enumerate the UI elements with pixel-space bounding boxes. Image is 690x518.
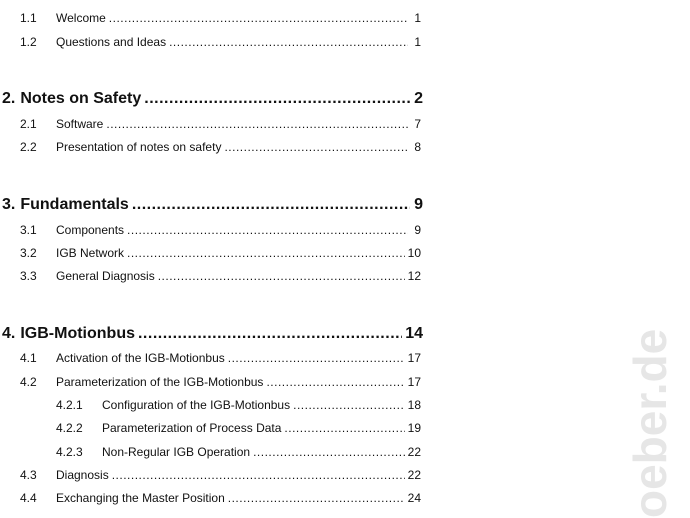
toc-leader-dots	[169, 35, 408, 49]
toc-page-number: 1	[414, 11, 421, 25]
toc-title: Parameterization of the IGB-Motionbus	[56, 375, 264, 389]
toc-page-number: 14	[405, 325, 423, 342]
toc-number: 4.1	[20, 351, 37, 365]
toc-title: General Diagnosis	[56, 269, 155, 283]
toc-entry-4-4[interactable]	[20, 491, 421, 505]
toc-page-number: 1	[414, 35, 421, 49]
toc-entry-3-3[interactable]	[20, 269, 421, 283]
toc-title: Exchanging the Master Position	[56, 491, 225, 505]
toc-entry-4-1[interactable]	[20, 351, 421, 365]
toc-leader-dots	[228, 351, 405, 365]
toc-leader-dots	[284, 421, 404, 435]
toc-page-number: 7	[414, 117, 421, 131]
toc-leader-dots	[158, 269, 405, 283]
toc-page-number: 22	[407, 445, 421, 459]
toc-page-number: 2	[414, 90, 423, 107]
toc-number: 3.	[2, 196, 16, 213]
toc-entry-3-1[interactable]	[20, 223, 421, 237]
toc-title: Parameterization of Process Data	[102, 421, 282, 435]
toc-number: 3.2	[20, 246, 37, 260]
toc-leader-dots	[127, 246, 405, 260]
toc-number: 4.3	[20, 468, 37, 482]
toc-entry-4-2[interactable]	[20, 375, 421, 389]
toc-page-number: 9	[414, 223, 421, 237]
toc-leader-dots	[144, 90, 410, 108]
toc-title: Activation of the IGB-Motionbus	[56, 351, 225, 365]
toc-leader-dots	[293, 398, 405, 412]
toc-chapter-3[interactable]	[2, 196, 423, 214]
toc-entry-4-2-2[interactable]	[56, 421, 421, 435]
toc-entry-1-2[interactable]	[20, 35, 421, 49]
toc-title: Notes on Safety	[20, 90, 142, 107]
toc-page-number: 17	[407, 375, 421, 389]
watermark: oeber.de	[624, 328, 676, 518]
toc-leader-dots	[253, 445, 405, 459]
toc-leader-dots	[266, 375, 404, 389]
toc-page-number: 22	[407, 468, 421, 482]
toc-page-number: 18	[407, 398, 421, 412]
toc-title: Non-Regular IGB Operation	[102, 445, 251, 459]
toc-title: Components	[56, 223, 125, 237]
toc-number: 4.	[2, 325, 16, 342]
toc-title: Configuration of the IGB-Motionbus	[102, 398, 291, 412]
toc-leader-dots	[224, 140, 408, 154]
toc-title: Software	[56, 117, 104, 131]
toc-entry-4-3[interactable]	[20, 468, 421, 482]
toc-chapter-4[interactable]	[2, 325, 423, 343]
toc-leader-dots	[112, 468, 405, 482]
toc-page-number: 17	[407, 351, 421, 365]
toc-leader-dots	[228, 491, 405, 505]
toc-entry-3-2[interactable]	[20, 246, 421, 260]
toc-title: Diagnosis	[56, 468, 109, 482]
toc-entry-2-1[interactable]	[20, 117, 421, 131]
toc-page-number: 19	[407, 421, 421, 435]
toc-number: 4.2.2	[56, 421, 83, 435]
toc-number: 1.1	[20, 11, 37, 25]
toc-number: 3.1	[20, 223, 37, 237]
toc-number: 3.3	[20, 269, 37, 283]
toc-page-number: 12	[407, 269, 421, 283]
toc-title: Presentation of notes on safety	[56, 140, 222, 154]
toc-number: 2.	[2, 90, 16, 107]
toc-page-number: 9	[414, 196, 423, 213]
toc-number: 2.1	[20, 117, 37, 131]
toc-number: 4.4	[20, 491, 37, 505]
toc-leader-dots	[109, 11, 408, 25]
toc-leader-dots	[132, 196, 410, 214]
toc-leader-dots	[127, 223, 408, 237]
toc-entry-4-2-1[interactable]	[56, 398, 421, 412]
toc-number: 2.2	[20, 140, 37, 154]
toc-number: 4.2	[20, 375, 37, 389]
toc-page-number: 24	[407, 491, 421, 505]
toc-number: 4.2.3	[56, 445, 83, 459]
toc-chapter-2[interactable]	[2, 90, 423, 108]
toc-page-number: 10	[407, 246, 421, 260]
toc-title: Welcome	[56, 11, 106, 25]
toc-number: 4.2.1	[56, 398, 83, 412]
toc-leader-dots	[138, 325, 402, 343]
toc-page-number: 8	[414, 140, 421, 154]
toc-entry-1-1[interactable]	[20, 11, 421, 25]
toc-title: IGB-Motionbus	[20, 325, 135, 342]
toc-entry-4-2-3[interactable]	[56, 445, 421, 459]
toc-title: IGB Network	[56, 246, 125, 260]
toc-title: Fundamentals	[20, 196, 129, 213]
toc-entry-2-2[interactable]	[20, 140, 421, 154]
toc-number: 1.2	[20, 35, 37, 49]
toc-title: Questions and Ideas	[56, 35, 167, 49]
toc-leader-dots	[106, 117, 408, 131]
